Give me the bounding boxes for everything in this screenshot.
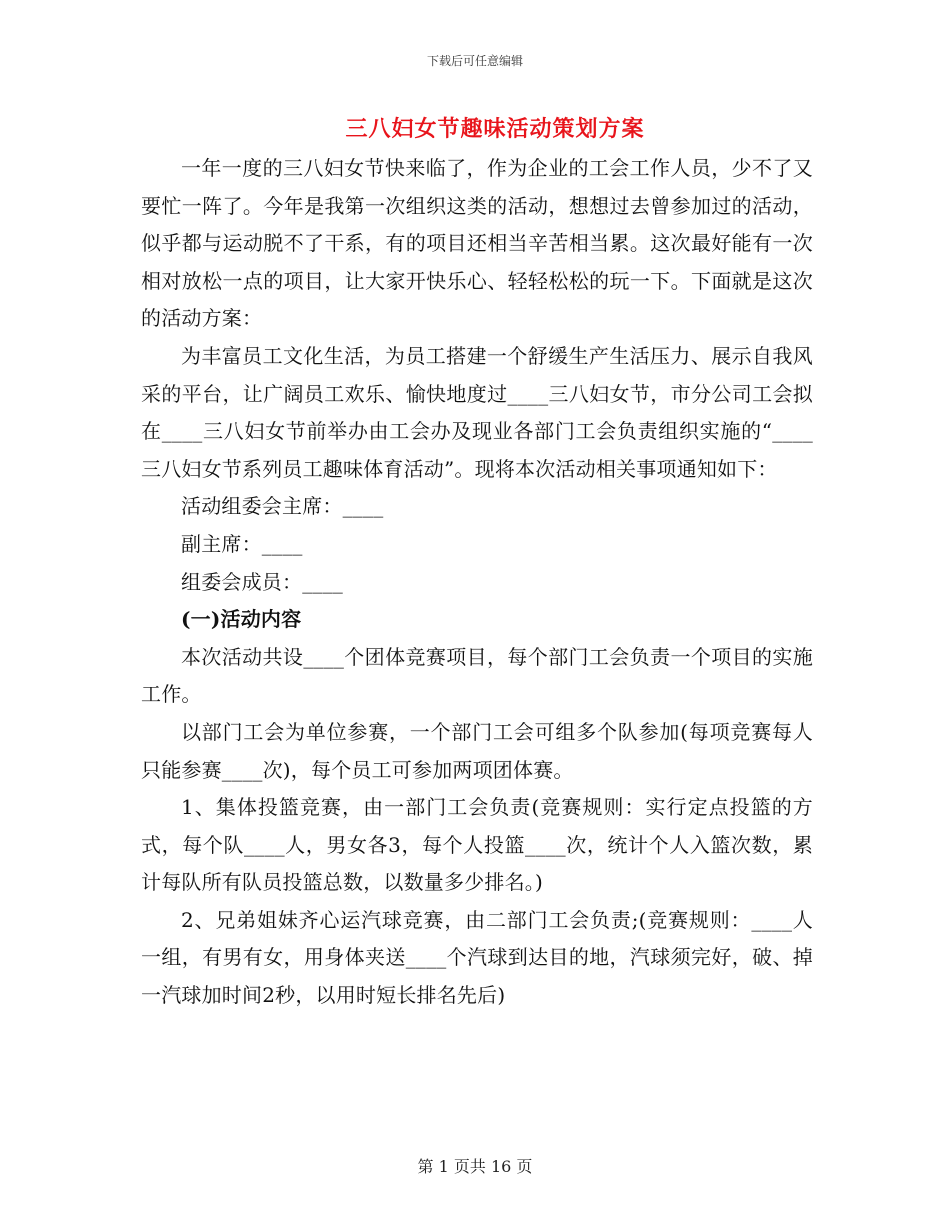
paragraph-basketball: 1、集体投篮竞赛，由一部门工会负责(竞赛规则：实行定点投篮的方式，每个队____人，男女各3，每个人投篮____次，统计个人入篮次数，累计每队所有队员投篮总数，以数量多少排名。) bbox=[141, 795, 813, 895]
paragraph-chairman: 活动组委会主席：____ bbox=[181, 494, 384, 519]
header-note: 下载后可任意编辑 bbox=[426, 54, 523, 68]
paragraph-events-count: 本次活动共设____个团体竞赛项目，每个部门工会负责一个项目的实施工作。 bbox=[141, 644, 813, 707]
document-title: 三八妇女节趣味活动策划方案 bbox=[345, 116, 645, 142]
paragraph-vice-chairman: 副主席：____ bbox=[181, 531, 303, 556]
paragraph-balloon: 2、兄弟姐妹齐心运汽球竞赛，由二部门工会负责;(竞赛规则：____人一组，有男有女，用身体夹送____个汽球到达目的地，汽球须完好，破、掉一汽球加时间2秒，以用时短长排名先后) bbox=[141, 907, 813, 1008]
paragraph-committee-members: 组委会成员：____ bbox=[181, 569, 343, 594]
page-number: 第 1 页共 16 页 bbox=[417, 1157, 533, 1176]
paragraph-participation: 以部门工会为单位参赛，一个部门工会可组多个队参加(每项竞赛每人只能参赛____次)，每个员工可参加两项团体赛。 bbox=[141, 719, 813, 782]
paragraph-purpose: 为丰富员工文化生活，为员工搭建一个舒缓生产生活压力、展示自我风采的平台，让广阔员工欢乐、愉快地度过____三八妇女节，市分公司工会拟在____三八妇女节前举办由工会办及现业各部门工会负责组织实施的“____三八妇女节系列员工趣味体育活动”。现将本次活动相关事项通知如下： bbox=[141, 343, 813, 481]
section-heading-activity-content: (一)活动内容 bbox=[181, 607, 302, 632]
paragraph-intro: 一年一度的三八妇女节快来临了，作为企业的工会工作人员，少不了又要忙一阵了。今年是我第一次组织这类的活动，想想过去曾参加过的活动，似乎都与运动脱不了干系，有的项目还相当辛苦相当累。这次最好能有一次相对放松一点的项目，让大家开快乐心、轻轻松松的玩一下。下面就是这次的活动方案： bbox=[141, 156, 813, 331]
document-body bbox=[141, 150, 813, 1015]
